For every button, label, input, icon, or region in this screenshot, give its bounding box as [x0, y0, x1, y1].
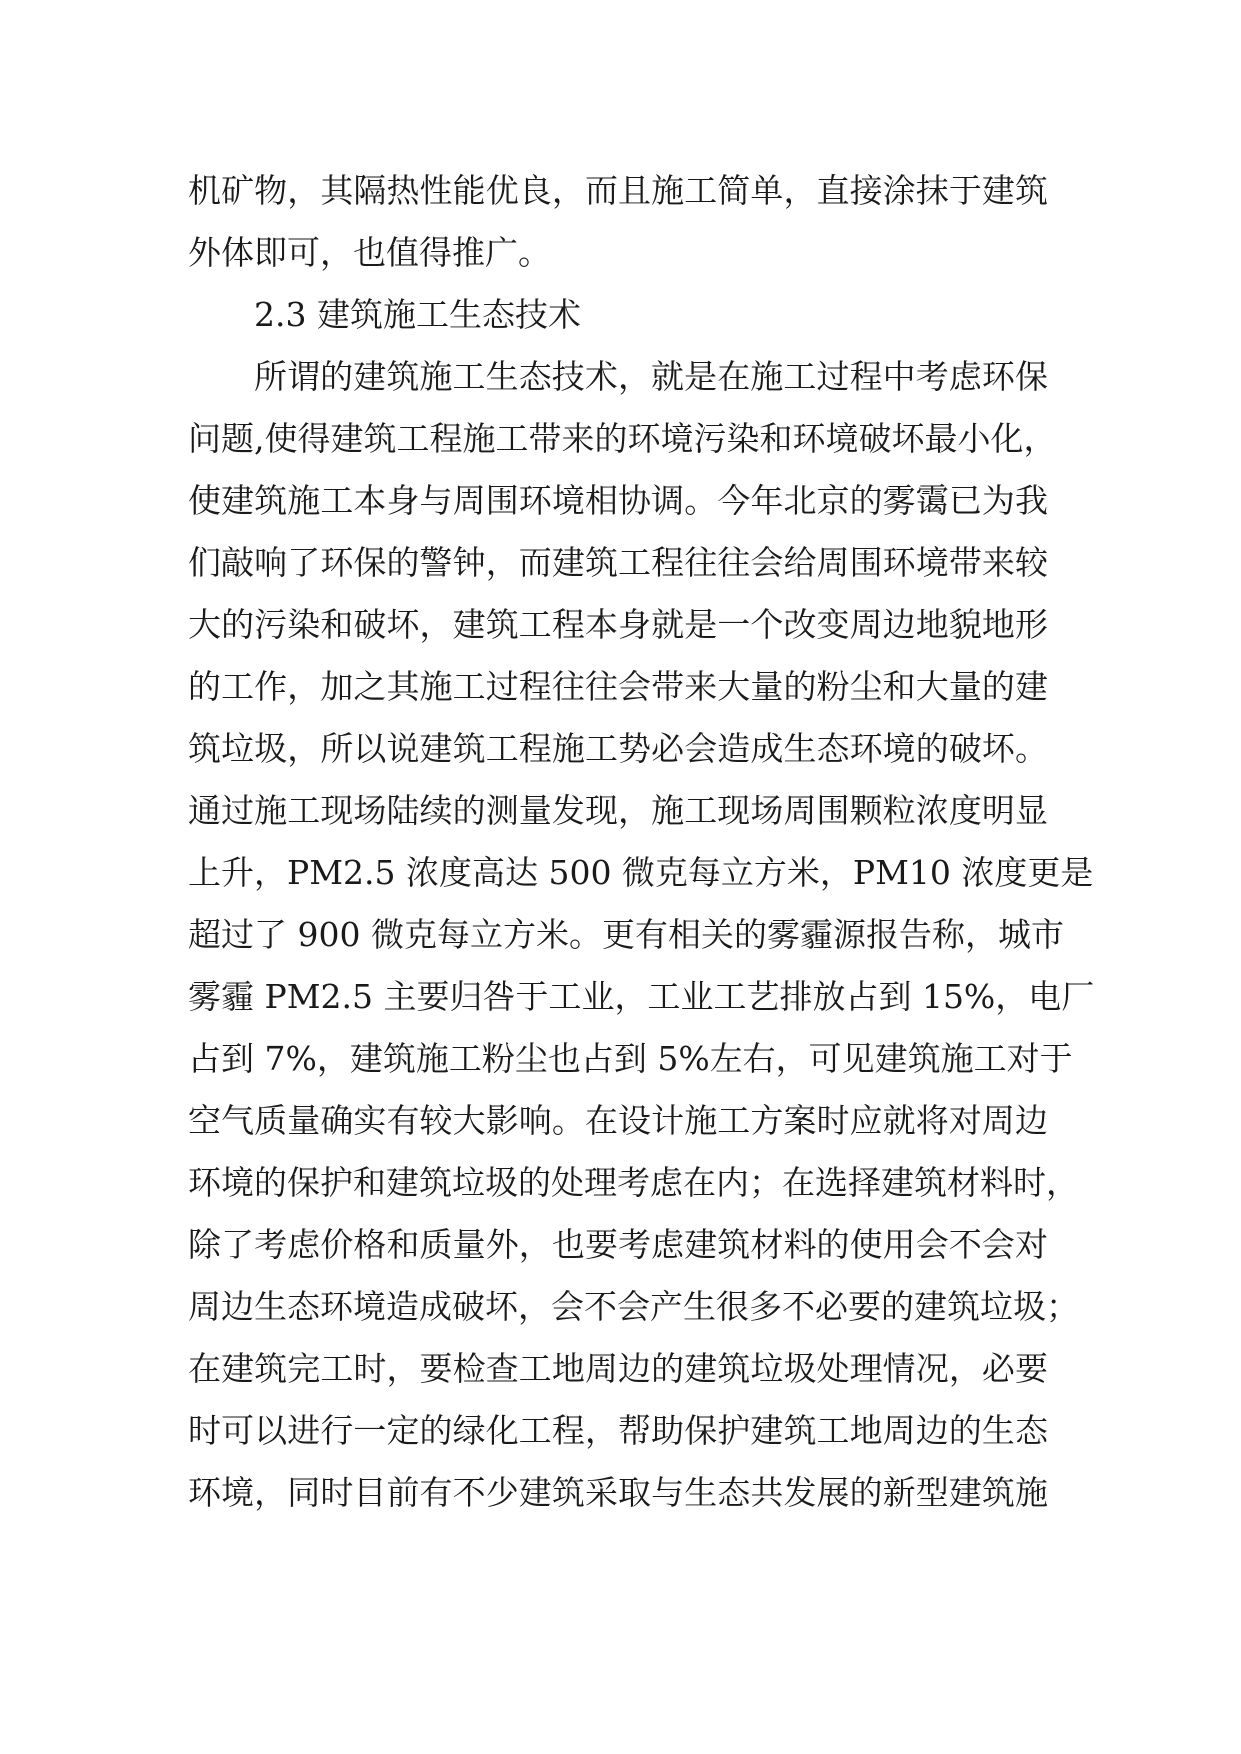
text-line: 筑垃圾，所以说建筑工程施工势必会造成生态环境的破坏。	[188, 729, 1048, 768]
text-line: 除了考虑价格和质量外，也要考虑建筑材料的使用会不会对	[188, 1225, 1048, 1264]
text-line: 空气质量确实有较大影响。在设计施工方案时应就将对周边	[188, 1101, 1048, 1140]
text-line: 机矿物，其隔热性能优良，而且施工简单，直接涂抹于建筑	[188, 171, 1048, 210]
text-line: 时可以进行一定的绿化工程，帮助保护建筑工地周边的生态	[188, 1411, 1048, 1450]
text-line: 所谓的建筑施工生态技术，就是在施工过程中考虑环保	[254, 357, 1048, 396]
text-line: 环境的保护和建筑垃圾的处理考虑在内；在选择建筑材料时，	[188, 1163, 1079, 1202]
text-line: 外体即可，也值得推广。	[188, 233, 551, 272]
text-line: 占到 7%，建筑施工粉尘也占到 5%左右，可见建筑施工对于	[188, 1039, 1073, 1078]
text-line: 上升，PM2.5 浓度高达 500 微克每立方米，PM10 浓度更是	[188, 853, 1094, 892]
text-line: 使建筑施工本身与周围环境相协调。今年北京的雾霭已为我	[188, 481, 1048, 520]
body-text	[188, 160, 1095, 1524]
text-line: 问题,使得建筑工程施工带来的环境污染和环境破坏最小化，	[188, 419, 1057, 458]
text-line: 周边生态环境造成破坏，会不会产生很多不必要的建筑垃圾；	[188, 1287, 1079, 1326]
section-heading: 2.3 建筑施工生态技术	[254, 295, 581, 334]
text-line: 超过了 900 微克每立方米。更有相关的雾霾源报告称，城市	[188, 915, 1064, 954]
text-line: 雾霾 PM2.5 主要归咎于工业，工业工艺排放占到 15%，电厂	[188, 977, 1095, 1016]
text-line: 环境，同时目前有不少建筑采取与生态共发展的新型建筑施	[188, 1473, 1048, 1512]
text-line: 在建筑完工时，要检查工地周边的建筑垃圾处理情况，必要	[188, 1349, 1048, 1388]
text-line: 大的污染和破坏，建筑工程本身就是一个改变周边地貌地形	[188, 605, 1048, 644]
text-line: 通过施工现场陆续的测量发现，施工现场周围颗粒浓度明显	[188, 791, 1048, 830]
text-line: 的工作，加之其施工过程往往会带来大量的粉尘和大量的建	[188, 667, 1048, 706]
text-line: 们敲响了环保的警钟，而建筑工程往往会给周围环境带来较	[188, 543, 1048, 582]
